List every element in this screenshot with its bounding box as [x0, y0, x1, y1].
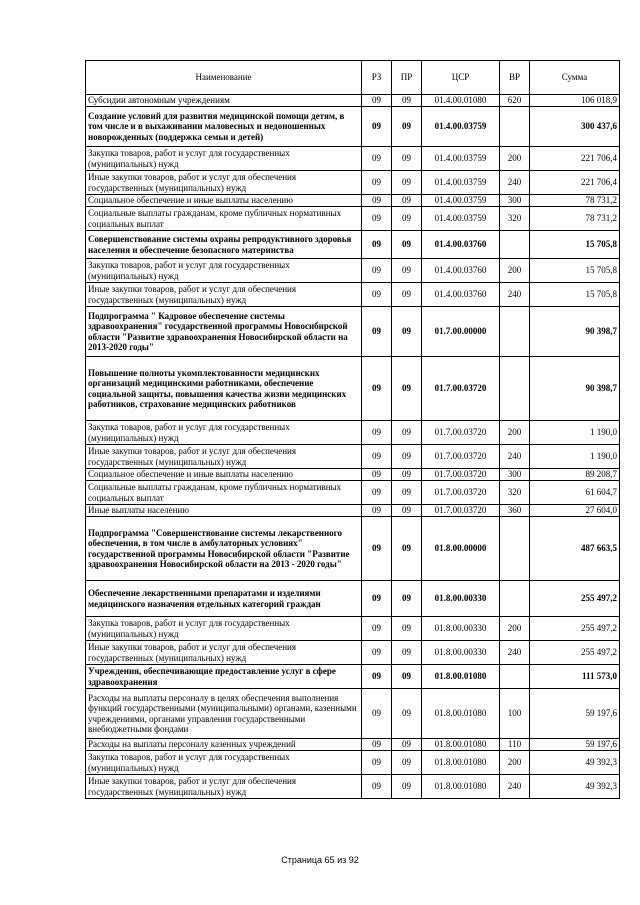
cell-pr: 09	[392, 107, 422, 147]
cell-pr: 09	[392, 481, 422, 505]
table-row	[86, 147, 620, 171]
table-row	[86, 641, 620, 665]
table-row	[86, 421, 620, 445]
table-row	[86, 617, 620, 641]
cell-pr: 09	[392, 751, 422, 775]
cell-csr: 01.7.00.03720	[422, 445, 500, 469]
cell-sum: 15 705,8	[530, 259, 620, 283]
cell-pr: 09	[392, 469, 422, 481]
cell-vr: 240	[500, 641, 530, 665]
cell-pr: 09	[392, 171, 422, 195]
cell-pr: 09	[392, 617, 422, 641]
cell-vr: 200	[500, 617, 530, 641]
cell-sum: 15 705,8	[530, 231, 620, 259]
cell-sum: 59 197,6	[530, 739, 620, 751]
cell-name: Расходы на выплаты персоналу казенных учреждений	[86, 739, 362, 751]
table-row	[86, 231, 620, 259]
cell-rz: 09	[362, 357, 392, 421]
cell-csr: 01.8.00.01080	[422, 775, 500, 799]
cell-vr: 240	[500, 283, 530, 307]
cell-pr: 09	[392, 231, 422, 259]
cell-csr: 01.7.00.00000	[422, 307, 500, 357]
cell-vr: 300	[500, 195, 530, 207]
cell-csr: 01.8.00.01080	[422, 665, 500, 689]
cell-sum: 255 497,2	[530, 617, 620, 641]
table-row	[86, 283, 620, 307]
cell-csr: 01.4.00.03759	[422, 147, 500, 171]
cell-name: Социальные выплаты гражданам, кроме публичных нормативных социальных выплат	[86, 481, 362, 505]
cell-vr	[500, 357, 530, 421]
cell-csr: 01.7.00.03720	[422, 357, 500, 421]
cell-csr: 01.8.00.00330	[422, 617, 500, 641]
cell-pr: 09	[392, 505, 422, 517]
cell-csr: 01.4.00.03760	[422, 259, 500, 283]
cell-rz: 09	[362, 171, 392, 195]
cell-csr: 01.4.00.03759	[422, 171, 500, 195]
table-row	[86, 259, 620, 283]
cell-vr: 110	[500, 739, 530, 751]
table-row	[86, 665, 620, 689]
table-row	[86, 517, 620, 581]
cell-csr: 01.7.00.03720	[422, 505, 500, 517]
cell-vr	[500, 665, 530, 689]
cell-sum: 300 437,6	[530, 107, 620, 147]
cell-sum: 89 208,7	[530, 469, 620, 481]
cell-pr: 09	[392, 357, 422, 421]
cell-sum: 59 197,6	[530, 689, 620, 739]
cell-vr: 300	[500, 469, 530, 481]
cell-csr: 01.4.00.03760	[422, 231, 500, 259]
header-csr: ЦСР	[422, 61, 500, 95]
cell-sum: 78 731,2	[530, 207, 620, 231]
cell-name: Создание условий для развития медицинской помощи детям, в том числе и в выхаживании маловесных и недоношенных новорожденных (поддержка семьи и детей)	[86, 107, 362, 147]
cell-pr: 09	[392, 581, 422, 617]
cell-rz: 09	[362, 481, 392, 505]
table-row	[86, 171, 620, 195]
cell-rz: 09	[362, 505, 392, 517]
header-vr: ВР	[500, 61, 530, 95]
table-row	[86, 469, 620, 481]
cell-pr: 09	[392, 207, 422, 231]
cell-csr: 01.4.00.03759	[422, 107, 500, 147]
cell-pr: 09	[392, 147, 422, 171]
cell-name: Закупка товаров, работ и услуг для государственных (муниципальных) нужд	[86, 751, 362, 775]
cell-name: Закупка товаров, работ и услуг для государственных (муниципальных) нужд	[86, 617, 362, 641]
table-row	[86, 107, 620, 147]
cell-name: Подпрограмма " Кадровое обеспечение системы здравоохранения" государственной программы Новосибирской области "Развитие здравоохранения Новосибирской области на 2013-2020 годы"	[86, 307, 362, 357]
cell-name: Субсидии автономным учреждениям	[86, 95, 362, 107]
cell-csr: 01.7.00.03720	[422, 469, 500, 481]
cell-csr: 01.7.00.03720	[422, 481, 500, 505]
cell-csr: 01.8.00.01080	[422, 689, 500, 739]
cell-csr: 01.4.00.03759	[422, 195, 500, 207]
cell-pr: 09	[392, 195, 422, 207]
cell-pr: 09	[392, 445, 422, 469]
cell-sum: 255 497,2	[530, 581, 620, 617]
cell-sum: 1 190,0	[530, 421, 620, 445]
cell-vr: 100	[500, 689, 530, 739]
cell-name: Учреждения, обеспечивающие предоставление услуг в сфере здравоохранения	[86, 665, 362, 689]
cell-sum: 90 398,7	[530, 357, 620, 421]
table-row	[86, 195, 620, 207]
cell-csr: 01.8.00.01080	[422, 739, 500, 751]
cell-rz: 09	[362, 421, 392, 445]
cell-sum: 106 018,9	[530, 95, 620, 107]
cell-rz: 09	[362, 195, 392, 207]
cell-vr: 320	[500, 207, 530, 231]
cell-sum: 15 705,8	[530, 283, 620, 307]
cell-pr: 09	[392, 689, 422, 739]
cell-name: Закупка товаров, работ и услуг для государственных (муниципальных) нужд	[86, 421, 362, 445]
cell-pr: 09	[392, 95, 422, 107]
cell-name: Социальное обеспечение и иные выплаты населению	[86, 195, 362, 207]
cell-name: Социальные выплаты гражданам, кроме публичных нормативных социальных выплат	[86, 207, 362, 231]
table-row	[86, 357, 620, 421]
cell-rz: 09	[362, 283, 392, 307]
table-row	[86, 481, 620, 505]
cell-rz: 09	[362, 307, 392, 357]
header-sum: Сумма	[530, 61, 620, 95]
cell-rz: 09	[362, 751, 392, 775]
cell-rz: 09	[362, 95, 392, 107]
table-row	[86, 505, 620, 517]
cell-rz: 09	[362, 231, 392, 259]
cell-csr: 01.8.00.01080	[422, 751, 500, 775]
cell-sum: 27 604,0	[530, 505, 620, 517]
cell-name: Социальное обеспечение и иные выплаты населению	[86, 469, 362, 481]
cell-rz: 09	[362, 517, 392, 581]
cell-name: Обеспечение лекарственными препаратами и изделиями медицинского назначения отдельных категорий граждан	[86, 581, 362, 617]
cell-rz: 09	[362, 259, 392, 283]
cell-pr: 09	[392, 421, 422, 445]
header-rz: РЗ	[362, 61, 392, 95]
cell-sum: 1 190,0	[530, 445, 620, 469]
cell-name: Закупка товаров, работ и услуг для государственных (муниципальных) нужд	[86, 147, 362, 171]
cell-sum: 90 398,7	[530, 307, 620, 357]
cell-vr: 240	[500, 775, 530, 799]
table-row	[86, 751, 620, 775]
header-pr: ПР	[392, 61, 422, 95]
cell-sum: 221 706,4	[530, 147, 620, 171]
cell-sum: 78 731,2	[530, 195, 620, 207]
cell-name: Иные закупки товаров, работ и услуг для обеспечения государственных (муниципальных) нужд	[86, 283, 362, 307]
cell-pr: 09	[392, 775, 422, 799]
cell-vr: 360	[500, 505, 530, 517]
table-row	[86, 775, 620, 799]
cell-csr: 01.4.00.01080	[422, 95, 500, 107]
cell-rz: 09	[362, 445, 392, 469]
cell-rz: 09	[362, 107, 392, 147]
cell-name: Повышение полноты укомплектованности медицинских организаций медицинскими работниками, обеспечение социальной защиты, повышения качества жизни медицинских работников, страхование медицинских работников	[86, 357, 362, 421]
cell-pr: 09	[392, 283, 422, 307]
table-row	[86, 581, 620, 617]
cell-vr: 320	[500, 481, 530, 505]
cell-vr: 200	[500, 421, 530, 445]
cell-vr	[500, 107, 530, 147]
cell-csr: 01.8.00.00330	[422, 641, 500, 665]
cell-sum: 255 497,2	[530, 641, 620, 665]
cell-sum: 111 573,0	[530, 665, 620, 689]
cell-csr: 01.8.00.00330	[422, 581, 500, 617]
cell-rz: 09	[362, 665, 392, 689]
cell-name: Подпрограмма "Совершенствование системы лекарственного обеспечения, в том числе в амбулаторных условиях" государственной программы Новосибирской области "Развитие здравоохранения Новосибирской области на 2013 - 2020 годы"	[86, 517, 362, 581]
cell-name: Иные закупки товаров, работ и услуг для обеспечения государственных (муниципальных) нужд	[86, 775, 362, 799]
cell-vr	[500, 307, 530, 357]
header-row	[86, 61, 620, 95]
cell-rz: 09	[362, 207, 392, 231]
cell-pr: 09	[392, 641, 422, 665]
table-body	[86, 95, 620, 799]
cell-sum: 49 392,3	[530, 751, 620, 775]
cell-rz: 09	[362, 617, 392, 641]
cell-sum: 221 706,4	[530, 171, 620, 195]
cell-name: Иные закупки товаров, работ и услуг для обеспечения государственных (муниципальных) нужд	[86, 641, 362, 665]
cell-vr: 200	[500, 147, 530, 171]
cell-csr: 01.8.00.00000	[422, 517, 500, 581]
cell-vr: 200	[500, 259, 530, 283]
table-row	[86, 207, 620, 231]
cell-pr: 09	[392, 259, 422, 283]
cell-vr: 620	[500, 95, 530, 107]
cell-name: Иные выплаты населению	[86, 505, 362, 517]
cell-name: Закупка товаров, работ и услуг для государственных (муниципальных) нужд	[86, 259, 362, 283]
cell-sum: 49 392,3	[530, 775, 620, 799]
page-number: Страница 65 из 92	[281, 855, 359, 865]
cell-rz: 09	[362, 641, 392, 665]
cell-csr: 01.4.00.03760	[422, 283, 500, 307]
cell-rz: 09	[362, 581, 392, 617]
cell-vr	[500, 517, 530, 581]
cell-vr: 240	[500, 171, 530, 195]
header-name: Наименование	[86, 61, 362, 95]
cell-vr: 240	[500, 445, 530, 469]
cell-vr: 200	[500, 751, 530, 775]
table-row	[86, 445, 620, 469]
cell-csr: 01.4.00.03759	[422, 207, 500, 231]
cell-sum: 487 663,5	[530, 517, 620, 581]
cell-name: Совершенствование системы охраны репродуктивного здоровья населения и обеспечение безопасного материнства	[86, 231, 362, 259]
budget-table	[85, 60, 620, 799]
cell-name: Иные закупки товаров, работ и услуг для обеспечения государственных (муниципальных) нужд	[86, 171, 362, 195]
cell-csr: 01.7.00.03720	[422, 421, 500, 445]
cell-rz: 09	[362, 775, 392, 799]
cell-vr	[500, 231, 530, 259]
table-row	[86, 739, 620, 751]
cell-pr: 09	[392, 517, 422, 581]
table-row	[86, 307, 620, 357]
cell-pr: 09	[392, 665, 422, 689]
table-row	[86, 95, 620, 107]
cell-rz: 09	[362, 739, 392, 751]
cell-sum: 61 604,7	[530, 481, 620, 505]
cell-pr: 09	[392, 307, 422, 357]
table-row	[86, 689, 620, 739]
cell-pr: 09	[392, 739, 422, 751]
cell-rz: 09	[362, 147, 392, 171]
cell-rz: 09	[362, 689, 392, 739]
cell-name: Расходы на выплаты персоналу в целях обеспечения выполнения функций государственными (муниципальными) органами, казенными учреждениями, органами управления государственными внебюджетными фондами	[86, 689, 362, 739]
cell-vr	[500, 581, 530, 617]
cell-rz: 09	[362, 469, 392, 481]
cell-name: Иные закупки товаров, работ и услуг для обеспечения государственных (муниципальных) нужд	[86, 445, 362, 469]
